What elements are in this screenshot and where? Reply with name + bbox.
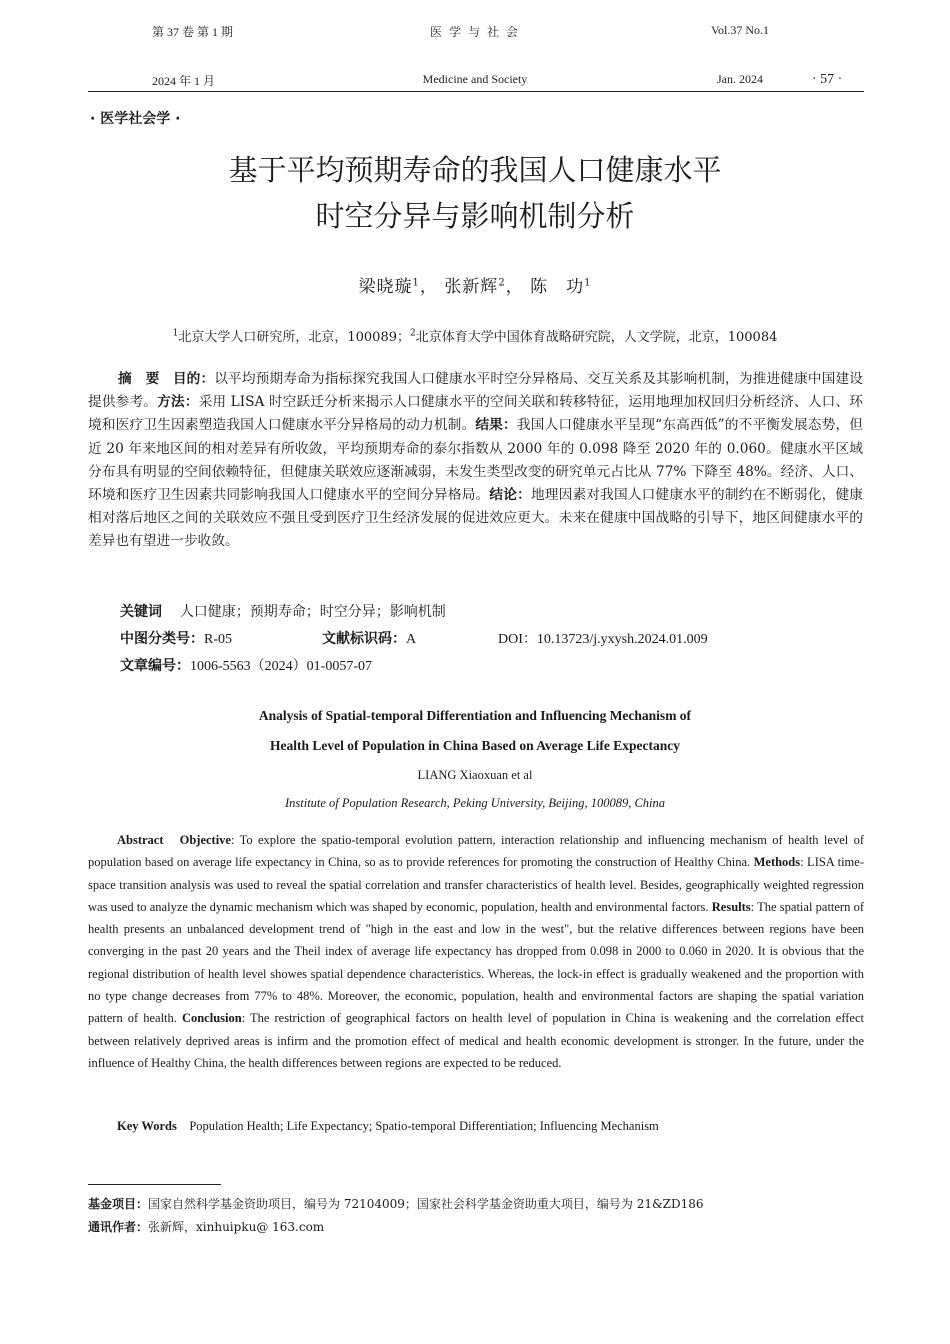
journal-name-zh: 医 学 与 社 会 [429, 25, 520, 39]
author-3: 陈 功 [530, 277, 585, 297]
corr-label: 通讯作者： [88, 1220, 149, 1234]
article-number-label: 文章编号： [120, 658, 190, 674]
affil-2-sup: 2 [410, 328, 416, 339]
journal-volume: 第 37 卷 第 1 期 [152, 25, 234, 39]
conclusion-zh: 地理因素对我国人口健康水平的制约在不断弱化，健康相对落后地区之间的关联效应不强且受到医疗卫生经济发展的促进效应更大。未来在健康中国战略的引导下，地区间健康水平的差异也有望进一步收敛。 [88, 487, 863, 550]
keywords-en [117, 1119, 659, 1134]
results-en: : The spatial pattern of health presents an unbalanced development trend of "high in the east and low in the west", but the relative differences between regions have been converging in the past 20 years and the Theil index of average life expectancy has dropped from 0.098 in 2000 to 0.060 in 2020. It is obvious that the regional distribution of health level showes spatial dependence characteristics. Whereas, the lock-in effect is gradually weakened and the proportion with no type change decreases from 77% to 48%. Moreover, the economic, population, health and environmental factors are shaping the spatial variation pattern of health. [88, 899, 864, 1026]
authors-zh: 梁晓璇$^1$， 张新辉$^2$， 陈 功$^1$ [358, 277, 592, 297]
title-zh-line1: 基于平均预期寿命的我国人口健康水平 [228, 153, 722, 187]
results-zh: 我国人口健康水平呈现“东高西低”的不平衡发展态势，但近 20 年来地区间的相对差异有所收敛，平均预期寿命的泰尔指数从 2000 年的 0.098 降至 2020 年的 0.060。健康水平区域分布具有明显的空间依赖特征，但健康关联效应逐渐减弱，未发生类型改变的研究单元占比从 77% 下降至 48%。经济、人口、环境和医疗卫生因素共同影响我国人口健康水平的空间分异格局。 [88, 417, 863, 504]
corr-text: 张新辉，xinhuipku@ 163.com [148, 1220, 325, 1234]
abstract-zh [88, 368, 863, 554]
affil-1-sup: 1 [172, 328, 179, 339]
objective-en: : To explore the spatio-temporal evolution pattern, interaction relationship and influencing mechanism of health level of population based on average life expectancy in China, so as to provide references for promoting the construction of Healthy China. [88, 833, 864, 870]
keywords-zh-label: 关键词 [120, 604, 162, 620]
author-3-sup: 1 [584, 277, 592, 289]
title-en-line2: Health Level of Population in China Based on Average Life Expectancy [269, 738, 680, 753]
page-number: · 57 · [812, 72, 843, 87]
objective-label-zh: 目的： [172, 371, 215, 387]
doc-code [322, 628, 416, 648]
title-zh-line2: 时空分异与影响机制分析 [315, 199, 635, 233]
author-1: 梁晓璇 [358, 277, 413, 297]
abstract-en [88, 829, 864, 1074]
abstract-en-label: Abstract [117, 833, 164, 847]
keywords-en-text: Population Health; Life Expectancy; Spatio-temporal Differentiation; Influencing Mechanism [189, 1119, 659, 1133]
doi: DOI：10.13723/j.yxysh.2024.01.009 [498, 632, 708, 647]
doc-value: A [406, 632, 417, 647]
methods-zh: 采用 LISA 时空跃迁分析来揭示人口健康水平的空间关联和转移特征，运用地理加权回归分析经济、人口、环境和医疗卫生因素塑造我国人口健康水平分异格局的动力机制。 [88, 394, 863, 434]
article-number [120, 655, 372, 675]
journal-date: 2024 年 1 月 [152, 74, 216, 88]
methods-label-en: Methods [753, 855, 801, 870]
header-rule [88, 91, 864, 92]
abstract-zh-label: 摘 要 [118, 371, 160, 387]
methods-en: : LISA time-space transition analysis was used to reveal the spatial correlation and transfer characteristics of health level. Besides, geographically weighted regression was used to analyze the dynamic mechanism which was shaped by economic, population, health and environmental factors. [88, 855, 864, 914]
journal-date-en: Jan. 2024 [717, 72, 763, 86]
fund-text: 国家自然科学基金资助项目，编号为 72104009；国家社会科学基金资助重大项目，编号为 21&ZD186 [148, 1197, 704, 1211]
fund-label: 基金项目： [88, 1197, 149, 1211]
clc-label: 中图分类号： [120, 631, 204, 647]
affiliations-zh [0, 326, 950, 345]
journal-volume-en: Vol.37 No.1 [710, 23, 770, 37]
keywords-zh-text: 人口健康；预期寿命；时空分异；影响机制 [179, 604, 446, 620]
section-label: · 医学社会学 · [90, 111, 181, 127]
author-1-sup: 1 [412, 277, 420, 289]
affil-2: 北京体育大学中国体育战略研究院，人文学院，北京，100084 [415, 330, 778, 345]
keywords-zh [120, 601, 446, 621]
footnote-rule [88, 1184, 221, 1185]
article-number-value: 1006-5563（2024）01-0057-07 [190, 659, 372, 674]
author-2-sup: 2 [498, 277, 506, 289]
conclusion-label-zh: 结论： [489, 487, 531, 504]
conclusion-label-en: Conclusion [181, 1011, 242, 1026]
footnote-corresponding [88, 1218, 324, 1235]
results-label-zh: 结果： [475, 417, 517, 434]
doc-label: 文献标识码： [322, 631, 406, 647]
methods-label-zh: 方法： [157, 394, 199, 411]
results-label-en: Results [711, 899, 751, 914]
keywords-en-label: Key Words [117, 1119, 177, 1133]
author-2: 张新辉 [444, 277, 499, 297]
conclusion-en: : The restriction of geographical factors on health level of population in China is weakening and the correlation effect between relatively deprived areas is infirm and the promotion effect of medical and health economic development is stronger. In the future, under the influence of Healthy China, the health differences between regions are expected to be reduced. [88, 1011, 864, 1070]
author-en: LIANG Xiaoxuan et al [417, 768, 533, 782]
journal-name-en: Medicine and Society [422, 72, 528, 86]
footnote-fund [88, 1195, 704, 1212]
affiliation-en: Institute of Population Research, Peking University, Beijing, 100089, China [284, 796, 666, 810]
objective-zh: 以平均预期寿命为指标探究我国人口健康水平时空分异格局、交互关系及其影响机制，为推进健康中国建设提供参考。 [88, 371, 863, 411]
clc-value: R-05 [204, 632, 232, 647]
clc-code [120, 628, 232, 648]
title-en-line1: Analysis of Spatial-temporal Differentiation and Influencing Mechanism of [258, 708, 692, 723]
objective-label-en: Objective [179, 833, 231, 847]
affil-1: 北京大学人口研究所，北京，100089； [178, 330, 410, 345]
